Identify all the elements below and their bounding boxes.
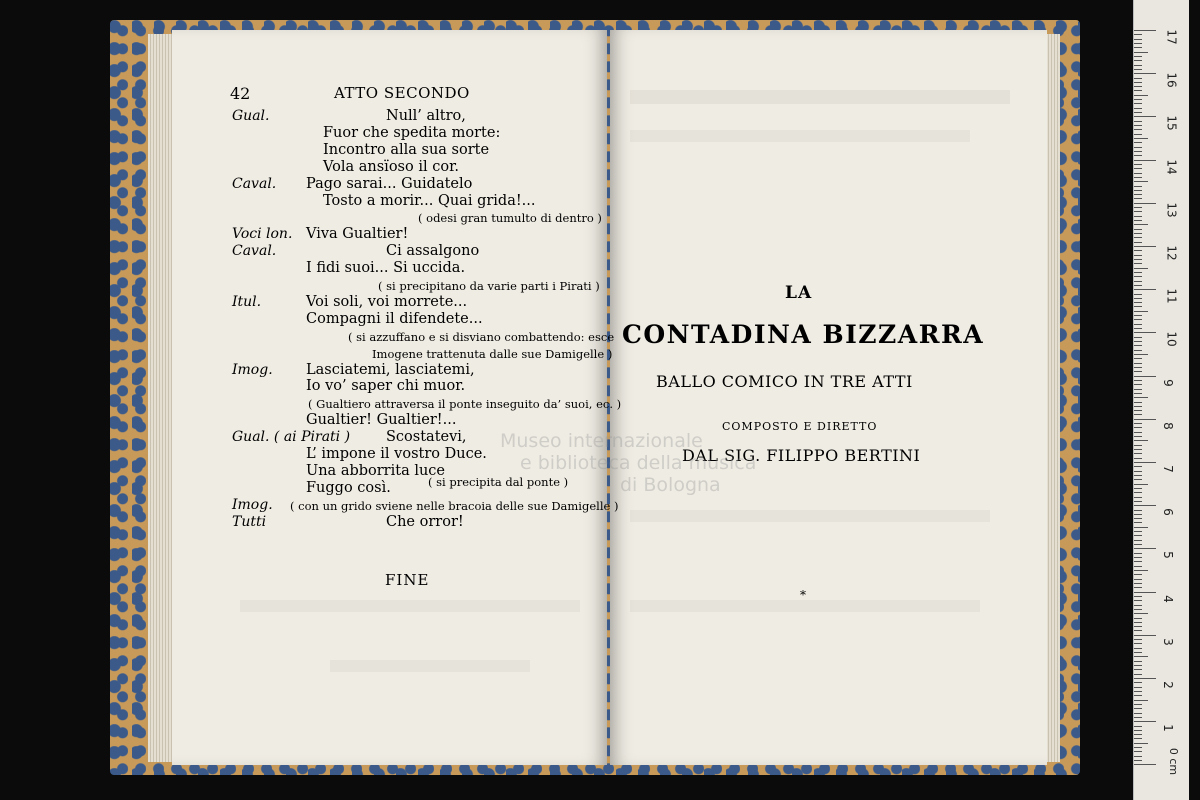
ruler-tick [1134, 332, 1156, 333]
verse-line: Null’ altro, [386, 108, 466, 124]
watermark [500, 430, 756, 496]
ruler-tick [1134, 350, 1142, 351]
ruler-tick [1134, 52, 1148, 53]
ruler-number: 1 [1160, 724, 1175, 733]
page-edges-right [1046, 34, 1060, 762]
ruler-tick [1134, 497, 1142, 498]
bleed-through [630, 130, 970, 142]
ruler-tick [1134, 553, 1142, 554]
ruler-tick [1134, 527, 1148, 528]
ruler-tick [1134, 531, 1142, 532]
ruler-tick [1134, 142, 1142, 143]
ruler-tick [1134, 678, 1156, 679]
scale-ruler [1133, 0, 1189, 800]
ruler-tick [1134, 207, 1142, 208]
ruler-tick [1134, 402, 1142, 403]
ruler-tick [1134, 764, 1156, 765]
ruler-tick [1134, 47, 1142, 48]
verse-line: Gualtier! Gualtier!... [306, 412, 457, 429]
ruler-tick [1134, 298, 1142, 299]
ruler-tick [1134, 548, 1156, 549]
stage-direction: Imogene trattenuta dalle sue Damigelle ) [372, 346, 613, 361]
speaker-label: Gual. ( ai Pirati ) [232, 429, 351, 446]
ruler-number: 9 [1160, 378, 1175, 387]
ruler-tick [1134, 186, 1142, 187]
ruler-tick [1134, 501, 1142, 502]
ruler-number: 6 [1160, 508, 1175, 517]
ruler-tick [1134, 643, 1142, 644]
ruler-number: 15 [1164, 115, 1179, 132]
speaker-label: Itul. [232, 293, 262, 310]
ruler-tick [1134, 173, 1142, 174]
verse-line: Io vo’ saper chi muor. [306, 378, 466, 395]
ruler-number: 7 [1160, 465, 1175, 473]
ruler-tick [1134, 449, 1142, 450]
ruler-tick [1134, 233, 1142, 234]
bleed-through [630, 510, 990, 522]
ruler-tick [1134, 445, 1142, 446]
ruler-tick [1134, 151, 1142, 152]
ruler-tick [1134, 276, 1142, 277]
ruler-tick [1134, 471, 1142, 472]
ruler-tick [1134, 613, 1148, 614]
speaker-label: Caval. [232, 243, 277, 260]
stage-direction: ( si azzuffano e si disviano combattendo: esce [348, 329, 615, 344]
stage-direction: ( odesi gran tumulto di dentro ) [418, 211, 602, 226]
page-number: 42 [230, 84, 251, 103]
ruler-tick [1134, 272, 1142, 273]
ruler-tick [1134, 34, 1142, 35]
ruler-tick [1134, 410, 1142, 411]
verse-line: Vola ansïoso il cor. [323, 158, 460, 175]
ruler-tick [1134, 540, 1142, 541]
ruler-tick [1134, 648, 1142, 649]
ruler-tick [1134, 56, 1142, 57]
end-word: FINE [385, 571, 430, 589]
ruler-tick [1134, 328, 1142, 329]
ruler-tick [1134, 466, 1142, 467]
ruler-tick [1134, 566, 1142, 567]
title-article: LA [785, 283, 813, 303]
ruler-tick [1134, 626, 1142, 627]
ruler-tick [1134, 635, 1156, 636]
speaker-label: Gual. [232, 108, 270, 124]
ruler-tick [1134, 734, 1142, 735]
verse-line: I fidi suoi... Si uccida. [306, 260, 466, 277]
verse-line: Lasciatemi, lasciatemi, [306, 361, 475, 378]
ruler-tick [1134, 592, 1156, 593]
ruler-tick [1134, 397, 1148, 398]
ruler-tick [1134, 756, 1142, 757]
ruler-tick [1134, 475, 1142, 476]
ruler-tick [1134, 708, 1142, 709]
ruler-tick [1134, 285, 1142, 286]
ruler-tick [1134, 522, 1142, 523]
ruler-tick [1134, 160, 1156, 161]
speaker-label: Imog. [232, 361, 273, 378]
verse-line: Tosto a morir... Quai grida!... [323, 192, 536, 209]
ruler-tick [1134, 695, 1142, 696]
ruler-tick [1134, 587, 1142, 588]
bleed-through [630, 90, 1010, 104]
ruler-tick [1134, 60, 1142, 61]
ruler-tick [1134, 112, 1142, 113]
ruler-tick [1134, 177, 1142, 178]
ruler-tick [1134, 393, 1142, 394]
ruler-tick [1134, 99, 1142, 100]
ruler-tick [1134, 39, 1142, 40]
ruler-tick [1134, 181, 1148, 182]
ruler-tick [1134, 747, 1142, 748]
ruler-tick [1134, 108, 1142, 109]
ruler-tick [1134, 721, 1156, 722]
ruler-tick [1134, 216, 1142, 217]
ruler-tick [1134, 82, 1142, 83]
ruler-tick [1134, 237, 1142, 238]
running-header: ATTO SECONDO [334, 84, 470, 102]
verse-line: Ci assalgono [386, 243, 480, 260]
ruler-tick [1134, 596, 1142, 597]
subtitle: BALLO COMICO IN TRE ATTI [656, 372, 913, 391]
ruler-tick [1134, 86, 1142, 87]
ruler-tick [1134, 255, 1142, 256]
page-edges-left [148, 34, 174, 762]
ruler-tick [1134, 561, 1142, 562]
ruler-tick [1134, 544, 1142, 545]
ruler-tick [1134, 281, 1142, 282]
title: CONTADINA BIZZARRA [622, 320, 985, 349]
ruler-tick [1134, 389, 1142, 390]
ruler-tick [1134, 121, 1142, 122]
ruler-tick [1134, 341, 1142, 342]
ruler-tick [1134, 669, 1142, 670]
ruler-tick [1134, 376, 1156, 377]
ruler-tick [1134, 691, 1142, 692]
ruler-tick [1134, 674, 1142, 675]
ruler-tick [1134, 198, 1142, 199]
ruler-tick [1134, 665, 1142, 666]
ruler-tick [1134, 95, 1148, 96]
ruler-tick [1134, 440, 1148, 441]
ruler-tick [1134, 246, 1156, 247]
speaker-label: Caval. [232, 175, 277, 192]
ruler-tick [1134, 259, 1142, 260]
ruler-tick [1134, 367, 1142, 368]
ruler-tick [1134, 69, 1142, 70]
ruler-tick [1134, 194, 1142, 195]
ruler-tick [1134, 427, 1142, 428]
watermark-line: Museo internazionale [500, 430, 703, 452]
ruler-tick [1134, 484, 1148, 485]
ornament: * [800, 588, 806, 602]
ruler-tick [1134, 574, 1142, 575]
ruler-tick [1134, 406, 1142, 407]
ruler-tick [1134, 505, 1156, 506]
ruler-tick [1134, 164, 1142, 165]
ruler-tick [1134, 609, 1142, 610]
ruler-tick [1134, 324, 1142, 325]
verse-line: Compagni il difendete... [306, 310, 483, 327]
ruler-tick [1134, 306, 1142, 307]
bleed-through [330, 660, 530, 672]
verse-line: Fuggo così. [306, 479, 391, 496]
ruler-tick [1134, 661, 1142, 662]
ruler-tick [1134, 147, 1142, 148]
ruler-tick [1134, 358, 1142, 359]
verse-line: Fuor che spedita morte: [323, 124, 501, 141]
ruler-tick [1134, 605, 1142, 606]
ruler-tick [1134, 743, 1148, 744]
stage-direction: ( con un grido sviene nelle bracoia delle sue Damigelle ) [290, 498, 619, 513]
stage-direction: ( Gualtiero attraversa il ponte inseguito da’ suoi, ec. ) [308, 397, 622, 412]
ruler-number: 5 [1160, 551, 1175, 560]
watermark-line: di Bologna [620, 474, 721, 496]
ruler-tick [1134, 579, 1142, 580]
ruler-tick [1134, 600, 1142, 601]
ruler-tick [1134, 479, 1142, 480]
ruler-tick [1134, 639, 1142, 640]
ruler-tick [1134, 380, 1142, 381]
ruler-tick [1134, 103, 1142, 104]
ruler-tick [1134, 315, 1142, 316]
ruler-tick [1134, 453, 1142, 454]
ruler-tick [1134, 134, 1142, 135]
verse-line: Una abborrita luce [306, 462, 446, 479]
ruler-tick [1134, 319, 1142, 320]
speaker-label: Tutti [232, 513, 267, 530]
ruler-tick [1134, 570, 1148, 571]
ruler-tick [1134, 242, 1142, 243]
ruler-unit: 0 cm [1167, 747, 1181, 776]
ruler-tick [1134, 652, 1142, 653]
ruler-tick [1134, 492, 1142, 493]
ruler-tick [1134, 30, 1156, 31]
ruler-tick [1134, 682, 1142, 683]
ruler-tick [1134, 462, 1156, 463]
ruler-tick [1134, 155, 1142, 156]
ruler-tick [1134, 363, 1142, 364]
ruler-tick [1134, 220, 1142, 221]
ruler-tick [1134, 557, 1142, 558]
ruler-tick [1134, 211, 1142, 212]
verse-line: Incontro alla sua sorte [323, 141, 490, 158]
ruler-tick [1134, 229, 1142, 230]
ruler-tick [1134, 419, 1156, 420]
ruler-number: 11 [1164, 288, 1179, 304]
ruler-tick [1134, 726, 1142, 727]
composed-by-label: COMPOSTO E DIRETTO [722, 420, 878, 433]
bleed-through [240, 600, 580, 612]
ruler-tick [1134, 738, 1142, 739]
ruler-tick [1134, 583, 1142, 584]
verse-line: Viva Gualtier! [306, 226, 409, 243]
ruler-tick [1134, 700, 1148, 701]
speaker-label: Voci lon. [232, 226, 293, 243]
ruler-tick [1134, 203, 1156, 204]
ruler-tick [1134, 190, 1142, 191]
stage-direction: ( si precipitano da varie parti i Pirati ) [378, 279, 600, 293]
ruler-tick [1134, 514, 1142, 515]
ruler-number: 10 [1164, 331, 1179, 348]
ruler-number: 12 [1164, 245, 1179, 261]
ruler-tick [1134, 116, 1156, 117]
ruler-tick [1134, 622, 1142, 623]
ruler-tick [1134, 354, 1148, 355]
ruler-number: 4 [1160, 594, 1175, 603]
ruler-tick [1134, 78, 1142, 79]
ruler-number: 16 [1164, 72, 1179, 88]
ruler-tick [1134, 337, 1142, 338]
stage-direction: ( si precipita dal ponte ) [428, 475, 569, 489]
author: DAL SIG. FILIPPO BERTINI [682, 446, 921, 465]
ruler-tick [1134, 138, 1148, 139]
ruler-tick [1134, 263, 1142, 264]
ruler-tick [1134, 168, 1142, 169]
ruler-tick [1134, 311, 1148, 312]
ruler-tick [1134, 414, 1142, 415]
verse-line: Che orror! [386, 513, 464, 530]
ruler-tick [1134, 224, 1148, 225]
ruler-tick [1134, 384, 1142, 385]
ruler-tick [1134, 630, 1142, 631]
ruler-tick [1134, 730, 1142, 731]
verse-line: Scostatevi, [386, 429, 467, 446]
ruler-number: 3 [1160, 637, 1175, 646]
ruler-tick [1134, 294, 1142, 295]
ruler-tick [1134, 488, 1142, 489]
ruler-tick [1134, 656, 1148, 657]
ruler-tick [1134, 90, 1142, 91]
ruler-number: 2 [1160, 681, 1175, 689]
verse-line: Pago sarai... Guidatelo [306, 175, 473, 192]
ruler-tick [1134, 535, 1142, 536]
watermark-line: e biblioteca della musica [520, 452, 757, 474]
ruler-tick [1134, 432, 1142, 433]
ruler-tick [1134, 423, 1142, 424]
ruler-tick [1134, 65, 1142, 66]
ruler-tick [1134, 73, 1156, 74]
ruler-tick [1134, 371, 1142, 372]
ruler-tick [1134, 518, 1142, 519]
ruler-tick [1134, 250, 1142, 251]
ruler-tick [1134, 289, 1156, 290]
speaker-label: Imog. [232, 496, 273, 513]
ruler-tick [1134, 717, 1142, 718]
ruler-number: 17 [1164, 29, 1179, 45]
ruler-tick [1134, 751, 1142, 752]
ruler-tick [1134, 345, 1142, 346]
verse-line: L’ impone il vostro Duce. [306, 446, 487, 462]
ruler-tick [1134, 618, 1142, 619]
ruler-tick [1134, 436, 1142, 437]
ruler-tick [1134, 43, 1142, 44]
ruler-number: 8 [1160, 421, 1175, 430]
ruler-tick [1134, 760, 1142, 761]
ruler-tick [1134, 510, 1142, 511]
ruler-number: 14 [1164, 158, 1179, 175]
ruler-tick [1134, 268, 1148, 269]
ruler-tick [1134, 687, 1142, 688]
ruler-tick [1134, 704, 1142, 705]
ruler-tick [1134, 125, 1142, 126]
ruler-tick [1134, 458, 1142, 459]
verse-line: Voi soli, voi morrete... [306, 293, 468, 310]
ruler-number: 13 [1164, 202, 1179, 218]
ruler-tick [1134, 713, 1142, 714]
ruler-tick [1134, 129, 1142, 130]
ruler-tick [1134, 302, 1142, 303]
